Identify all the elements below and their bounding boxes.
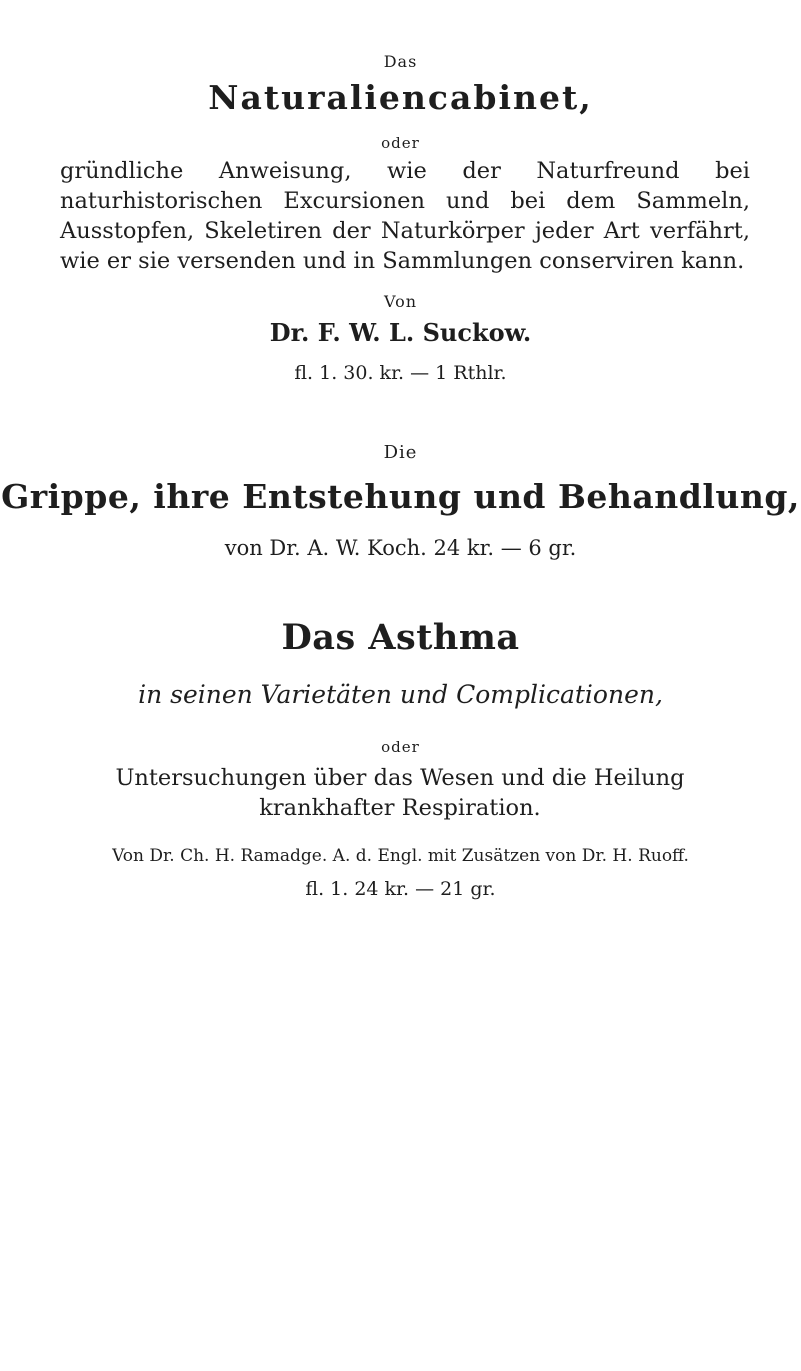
entry1-description: gründliche Anweisung, wie der Naturfreund bei naturhistorischen Excursionen und bei dem Sammeln, Ausstopfen, Skeletiren der Naturkörper jeder Art verfährt, wie er sie versenden und in Sammlungen conserviren kann.	[60, 158, 750, 274]
entry1-title: Naturaliencabinet,	[208, 78, 593, 117]
entry2-pre-title: Die	[383, 442, 418, 463]
entry1-author: Dr. F. W. L. Suckow.	[269, 318, 532, 347]
entry3-subtitle: in seinen Varietäten und Complicationen,	[138, 680, 663, 709]
entry3-description: Untersuchungen über das Wesen und die Heilung krankhafter Respiration.	[115, 765, 685, 821]
entry1-pre-title: Das	[383, 52, 418, 71]
entry3-byline: Von Dr. Ch. H. Ramadge. A. d. Engl. mit Zusätzen von Dr. H. Ruoff.	[112, 846, 689, 866]
entry3-title: Das Asthma	[281, 617, 520, 658]
entry1-price: fl. 1. 30. kr. — 1 Rthlr.	[294, 362, 507, 384]
entry2-byline: von Dr. A. W. Koch. 24 kr. — 6 gr.	[224, 536, 577, 560]
entry3-conjunction: oder	[381, 738, 420, 756]
entry3-price: fl. 1. 24 kr. — 21 gr.	[305, 878, 496, 900]
entry2-title: Grippe, ihre Entstehung und Behandlung,	[1, 477, 800, 516]
entry1-conjunction: oder	[381, 134, 420, 152]
entry1-by: Von	[383, 292, 418, 311]
